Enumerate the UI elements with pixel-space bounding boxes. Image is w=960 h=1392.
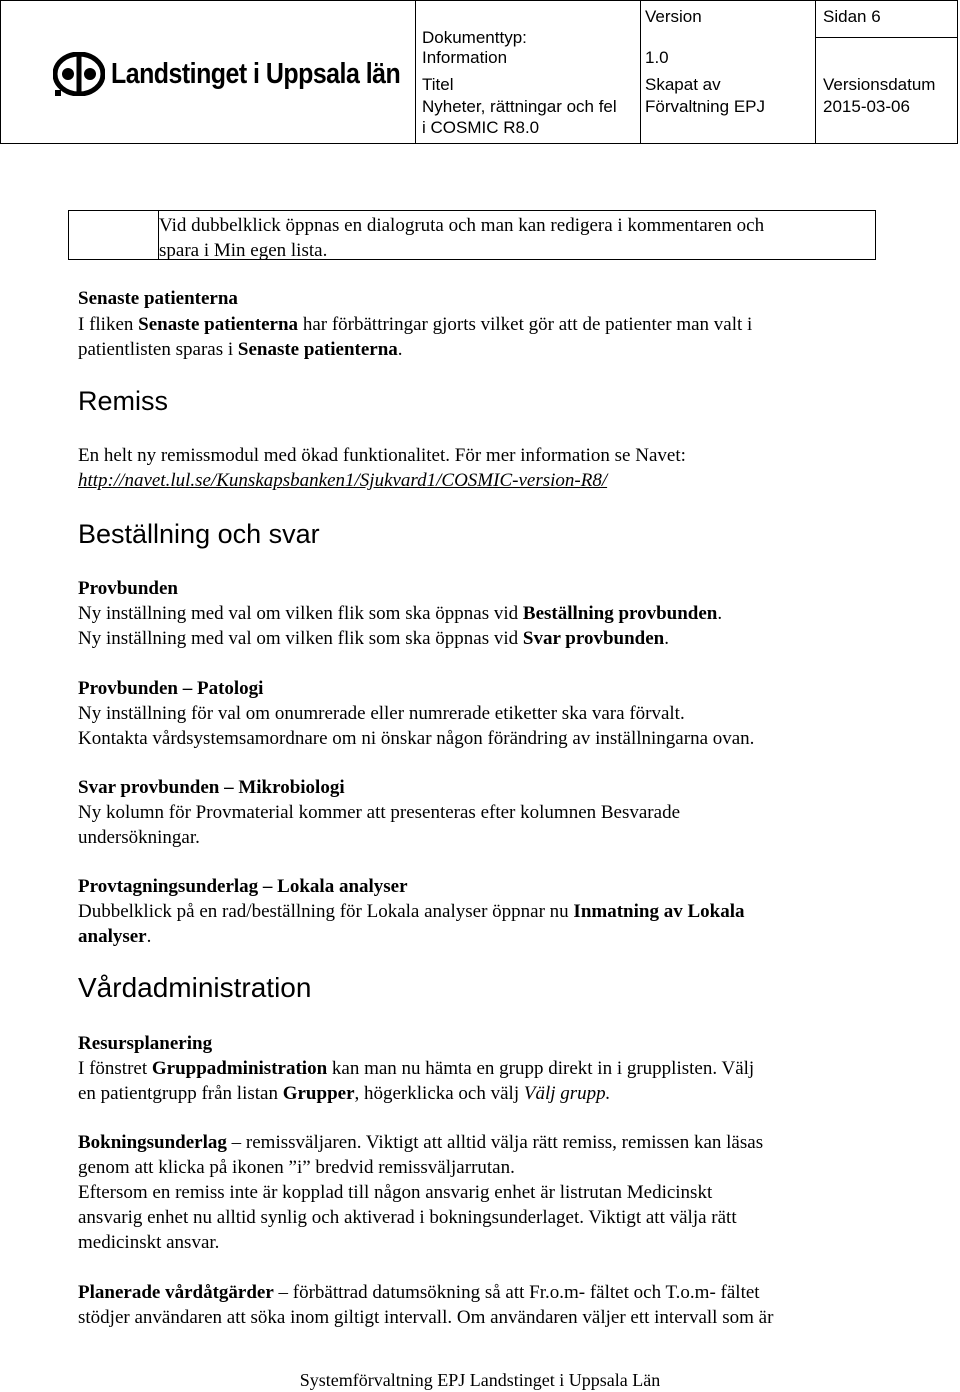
version-date-label: Versionsdatum: [823, 75, 936, 94]
paragraph-line: en patientgrupp från listan Grupper, högerklicka och välj Välj grupp.: [78, 1083, 611, 1104]
paragraph-line: Eftersom en remiss inte är kopplad till någon ansvarig enhet är listrutan Medicinskt: [78, 1182, 713, 1203]
paragraph-line: genom att klicka på ikonen ”i” bredvid remissväljarrutan.: [78, 1157, 515, 1178]
paragraph-line: I fliken Senaste patienterna har förbättringar gjorts vilket gör att de patienter man valt i: [78, 314, 753, 335]
note-line: spara i Min egen lista.: [159, 240, 328, 261]
table-row: [68, 210, 876, 260]
header-divider: [815, 37, 957, 38]
title-value-line2: i COSMIC R8.0: [422, 118, 540, 137]
doctype-value: Information: [422, 48, 508, 67]
heading-vardadministration: Vårdadministration: [78, 972, 312, 1003]
title-label: Titel: [422, 75, 454, 94]
paragraph-line: Kontakta vårdsystemsamordnare om ni önskar någon förändring av inställningarna ovan.: [78, 728, 755, 749]
created-by-value: Förvaltning EPJ: [645, 97, 765, 116]
paragraph-line: I fönstret Gruppadministration kan man nu hämta en grupp direkt in i grupplisten. Välj: [78, 1058, 755, 1079]
subheading-provtagning: Provtagningsunderlag – Lokala analyser: [78, 876, 408, 897]
version-date-value: 2015-03-06: [823, 97, 910, 116]
heading-bestallning: Beställning och svar: [78, 519, 320, 549]
paragraph-line: Ny inställning för val om onumrerade eller numrerade etiketter ska vara förvalt.: [78, 703, 685, 724]
note-text: [159, 213, 869, 263]
header-divider: [640, 1, 641, 143]
paragraph-line: Ny kolumn för Provmaterial kommer att presenteras efter kolumnen Besvarade: [78, 802, 680, 823]
organization-logo: [53, 51, 447, 97]
paragraph-line: undersökningar.: [78, 827, 200, 848]
heading-remiss: Remiss: [78, 386, 169, 416]
navet-link[interactable]: http://navet.lul.se/Kunskapsbanken1/Sjukvard1/COSMIC-version-R8/: [78, 470, 608, 491]
paragraph-line: analyser.: [78, 926, 152, 947]
note-line: Vid dubbelklick öppnas en dialogruta och man kan redigera i kommentaren och: [159, 215, 765, 236]
header-divider: [815, 1, 816, 143]
landstinget-uppsala-logo-icon: [53, 52, 105, 96]
page-number: Sidan 6: [823, 7, 881, 26]
paragraph-line: [78, 468, 878, 493]
subheading-provbunden: Provbunden: [78, 578, 178, 599]
subheading-mikrobiologi: Svar provbunden – Mikrobiologi: [78, 777, 345, 798]
doctype-label: Dokumenttyp:: [422, 28, 527, 47]
subheading-patologi: Provbunden – Patologi: [78, 678, 264, 699]
section-heading-senaste: Senaste patienterna: [78, 288, 238, 309]
paragraph-line: ansvarig enhet nu alltid synlig och aktiverad i bokningsunderlaget. Viktigt att välja rätt: [78, 1207, 737, 1228]
paragraph-line: Ny inställning med val om vilken flik som ska öppnas vid Beställning provbunden.: [78, 603, 723, 624]
paragraph-line: medicinskt ansvar.: [78, 1232, 220, 1253]
subheading-resursplanering: Resursplanering: [78, 1033, 213, 1054]
paragraph-line: patientlisten sparas i Senaste patienterna.: [78, 339, 403, 360]
document-header: [0, 0, 958, 144]
paragraph-line: Planerade vårdåtgärder – förbättrad datumsökning så att Fr.o.m- fältet och T.o.m- fältet: [78, 1282, 760, 1303]
created-by-label: Skapat av: [645, 75, 721, 94]
paragraph-line: Ny inställning med val om vilken flik som ska öppnas vid Svar provbunden.: [78, 628, 669, 649]
page-footer: Systemförvaltning EPJ Landstinget i Uppsala Län: [299, 1370, 661, 1390]
paragraph-line: Bokningsunderlag – remissväljaren. Viktigt att alltid välja rätt remiss, remissen kan läsas: [78, 1132, 764, 1153]
logo-text: Landstinget i Uppsala län: [111, 57, 401, 90]
paragraph-line: Dubbelklick på en rad/beställning för Lokala analyser öppnar nu Inmatning av Lokala: [78, 901, 745, 922]
version-value: 1.0: [645, 48, 669, 67]
version-label: Version: [645, 7, 702, 26]
paragraph-line: En helt ny remissmodul med ökad funktionalitet. För mer information se Navet:: [78, 445, 686, 466]
title-value-line1: Nyheter, rättningar och fel: [422, 97, 617, 116]
paragraph-line: stödjer användaren att söka inom giltigt intervall. Om användaren väljer ett intervall som är: [78, 1307, 774, 1328]
